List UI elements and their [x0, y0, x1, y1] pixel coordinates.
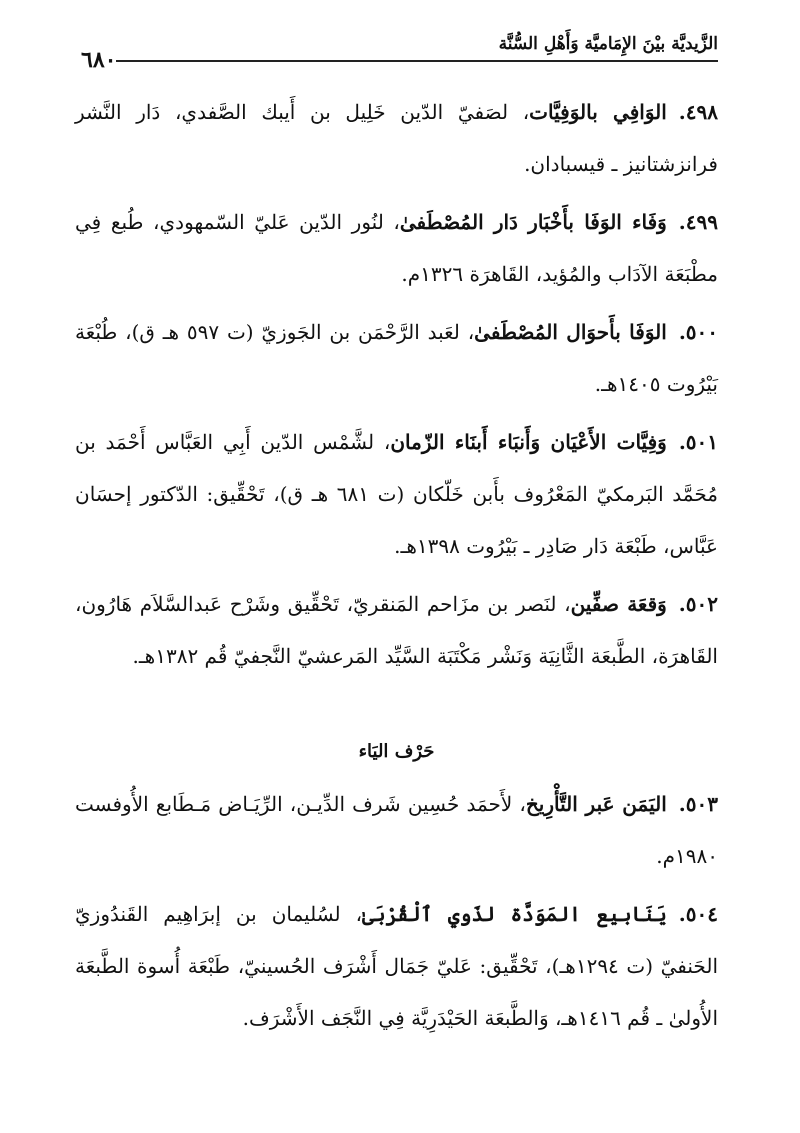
entry-title: يَنَابيع المَوَدَّة لذَوي ٱلْقُرْبَىٰ: [362, 902, 667, 926]
entry-title: الوَافِي بالوَفِيَّات: [529, 100, 667, 124]
entry-details: ، لنُور الدّين عَليّ السّمهودي، طُبع فِي مطْبَعَة الآدَاب والمُؤيد، القَاهرَة ١٣٢٦م.: [75, 210, 718, 286]
entry-title: وَفِيَّات الأَعْيَان وَأَنبَاء أَبنَاء الزّمان: [390, 430, 667, 454]
entry-details: ، لأَحمَد حُسِين شَرف الدِّيـن، الرِّيَـاض مَـطَابع الأُوفست ١٩٨٠م.: [75, 792, 718, 868]
entry-details: ، لعَبد الرَّحْمَن بن الجَوزيّ (ت ٥٩٧ هـ ق)، طُبْعَة بَيْرُوت ١٤٠٥هـ.: [75, 320, 718, 396]
entry-details: ، لصَفيّ الدّين خَلِيل بن أَيبك الصَّفدي، دَار النَّشر فرانزشتانيز ـ قيسبادان.: [75, 100, 718, 176]
bibliography-entry-498: [75, 86, 718, 190]
entry-details: ، لنَصر بن مزَاحم المَنقريّ، تَحْقِّيق وشَرْح عَبدالسَّلاَم هَارُون، القَاهرَة، الطَّبعَة الثَّانِيَة وَنَشْر مَكْتَبَة السَّيِّد المَرعشيّ النَّجفيّ قُم ١٣٨٢هـ.: [75, 592, 718, 668]
entry-title: وَفَاء الوَفَا بأَخْبَار دَار المُصْطَفىٰ: [399, 210, 667, 234]
entry-title: وَقعَة صفِّين: [570, 592, 667, 616]
entry-number: ٥٠٤.: [678, 902, 718, 926]
bibliography-entry-503: [75, 778, 718, 882]
entry-details: ، لشَّمْس الدّين أَبِي العَبَّاس أَحْمَد بن مُحَمَّد البَرمكيّ المَعْرُوف بأَبن خَلّكان (ت ٦٨١ هـ ق)، تَحْقِّيق: الدّكتور إحسَان عَبَّاس، طَبْعَة دَار صَادِر ـ بَيْرُوت ١٣٩٨هـ.: [75, 430, 718, 558]
bibliography-entry-504: [75, 888, 718, 1044]
bibliography-entry-501: [75, 416, 718, 572]
bibliography-entry-502: [75, 578, 718, 682]
entry-details: ، لسُليمان بن إبرَاهِيم القَندُوزيّ الحَنفيّ (ت ١٢٩٤هـ)، تَحْقِّيق: عَليّ جَمَال أَشْرَف الحُسينيّ، طَبْعَة أُسوة الطَّبعَة الأُولىٰ ـ قُم ١٤١٦هـ، وَالطَّبعَة الحَيْدَرِيَّة فِي النَّجَف الأَشْرَف.: [75, 902, 718, 1030]
entry-title: اليَمَن عَبر التَّأْرِيخ: [525, 792, 667, 816]
bibliography-entry-500: [75, 306, 718, 410]
entry-number: ٥٠٣.: [678, 792, 718, 816]
entry-number: ٥٠١.: [678, 430, 719, 454]
entry-number: ٤٩٩.: [678, 210, 718, 234]
bibliography-entry-499: [75, 196, 718, 300]
header-rule: [75, 60, 718, 62]
page-header: [75, 30, 718, 73]
running-title: الزَّيديَّة بيْنَ الإِمَاميَّة وَأَهْلِ السُّنَّة: [498, 34, 718, 54]
bibliography-list: [75, 86, 718, 1050]
entry-number: ٥٠٠.: [678, 320, 719, 344]
section-heading: حَرْف اليَاء: [358, 741, 435, 762]
entry-title: الوَفَا بأَحوَال المُصْطَفىٰ: [474, 320, 667, 344]
page-number: ٦٨٠: [75, 48, 116, 72]
entry-number: ٤٩٨.: [678, 100, 718, 124]
entry-number: ٥٠٢.: [678, 592, 718, 616]
